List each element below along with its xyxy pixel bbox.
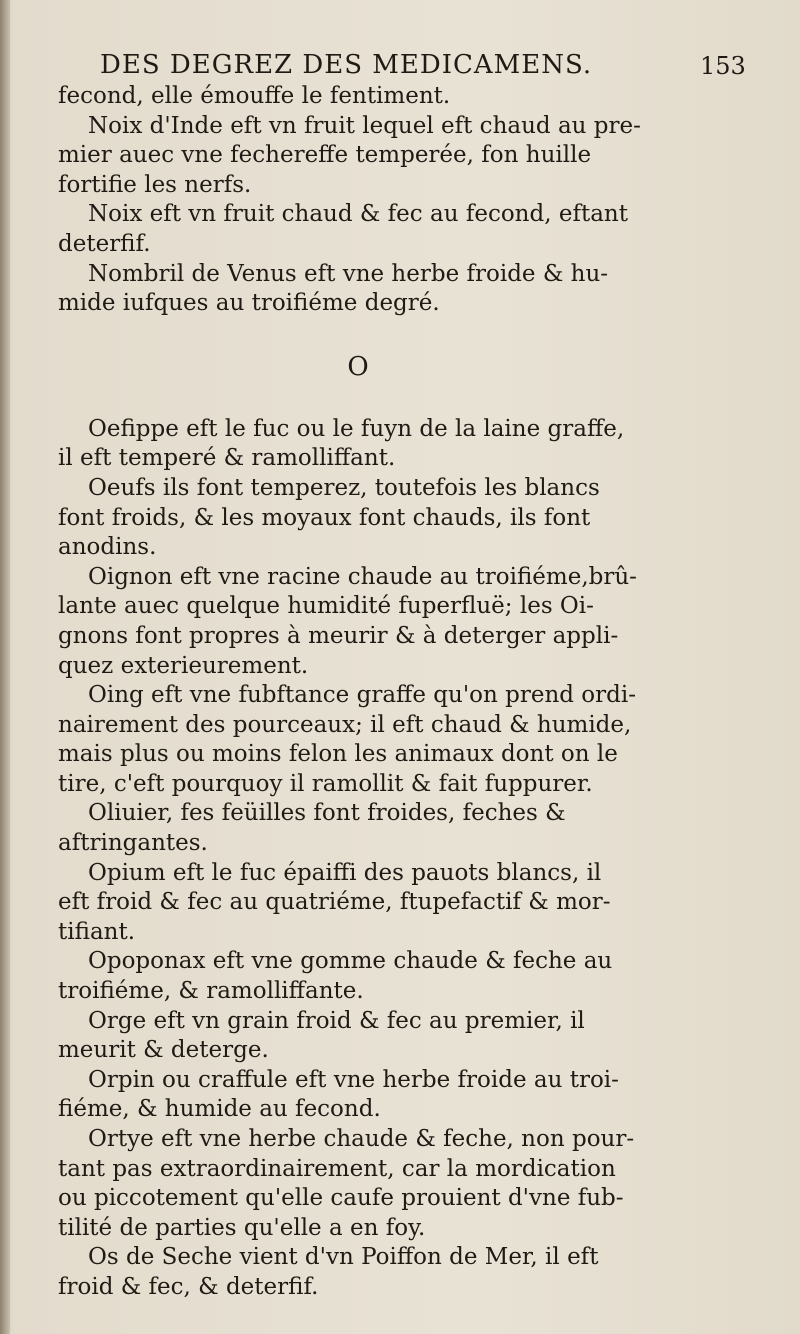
entry-start-line: Ortye eft vne herbe chaude & feche, non pour- <box>88 1126 635 1152</box>
text-line: tant pas extraordinairement, car la mordication <box>58 1155 616 1182</box>
text-line: froid & fec, & deterfif. <box>58 1273 319 1300</box>
text-line: fortifie les nerfs. <box>58 171 252 198</box>
entry-start-line: Orpin ou craffule eft vne herbe froide au troi- <box>88 1066 619 1093</box>
entry-start-line: Oing eft vne fubftance graffe qu'on prend ordi- <box>88 682 636 709</box>
section-letter-heading: O <box>347 351 369 382</box>
text-block <box>58 82 658 1303</box>
text-line: il eft temperé & ramolliffant. <box>58 445 396 472</box>
entry-start-line: Oeufs ils font temperez, toutefois les blancs <box>88 474 600 501</box>
page-number: 153 <box>700 52 746 80</box>
text-line: fiéme, & humide au fecond. <box>58 1096 381 1123</box>
text-line: nairement des pourceaux; il eft chaud & humide, <box>58 711 632 738</box>
text-line: tilité de parties qu'elle a en foy. <box>58 1214 426 1241</box>
text-line: aftringantes. <box>58 830 208 857</box>
text-line: mais plus ou moins felon les animaux dont on le <box>58 741 618 768</box>
text-line: mier auec vne fechereffe temperée, fon huille <box>58 142 592 169</box>
entry-start-line: Oignon eft vne racine chaude au troifiéme,brû- <box>88 563 637 590</box>
entry-start-line: Orge eft vn grain froid & fec au premier, il <box>88 1007 585 1034</box>
text-line: fecond, elle émouffe le fentiment. <box>58 83 451 109</box>
text-line: tifiant. <box>58 918 136 945</box>
entry-start-line: Noix eft vn fruit chaud & fec au fecond, eftant <box>88 201 628 228</box>
text-line: lante auec quelque humidité fuperfluë; les Oi- <box>58 593 594 620</box>
text-line: font froids, & les moyaux font chauds, ils font <box>58 504 591 531</box>
text-line: tire, c'eft pourquoy il ramollit & fait fuppurer. <box>58 770 593 797</box>
text-line: deterfif. <box>58 230 151 257</box>
entry-start-line: Opium eft le fuc épaiffi des pauots blancs, il <box>88 859 602 886</box>
entry-start-line: Noix d'Inde eft vn fruit lequel eft chaud au pre- <box>88 112 641 139</box>
page-spine-edge <box>0 0 10 1334</box>
text-line: meurit & deterge. <box>58 1037 269 1064</box>
entry-start-line: Os de Seche vient d'vn Poiffon de Mer, il eft <box>88 1244 599 1271</box>
text-line: ou piccotement qu'elle caufe prouient d'vne fub- <box>58 1185 624 1212</box>
text-line: troifiéme, & ramolliffante. <box>58 978 364 1005</box>
text-line: gnons font propres à meurir & à deterger appli- <box>58 622 619 649</box>
text-line: quez exterieurement. <box>58 652 309 679</box>
entry-start-line: Nombril de Venus eft vne herbe froide & hu- <box>88 260 609 287</box>
text-line: anodins. <box>58 534 157 561</box>
text-line: mide iufques au troifiéme degré. <box>58 290 440 317</box>
running-head: DES DEGREZ DES MEDICAMENS. <box>100 50 593 80</box>
entry-start-line: Oefippe eft le fuc ou le fuyn de la laine graffe, <box>88 415 625 442</box>
entry-start-line: Opoponax eft vne gomme chaude & feche au <box>88 948 613 975</box>
entry-start-line: Oliuier, fes feüilles font froides, feches & <box>88 800 566 827</box>
text-line: eft froid & fec au quatriéme, ftupefactif & mor- <box>58 889 611 916</box>
